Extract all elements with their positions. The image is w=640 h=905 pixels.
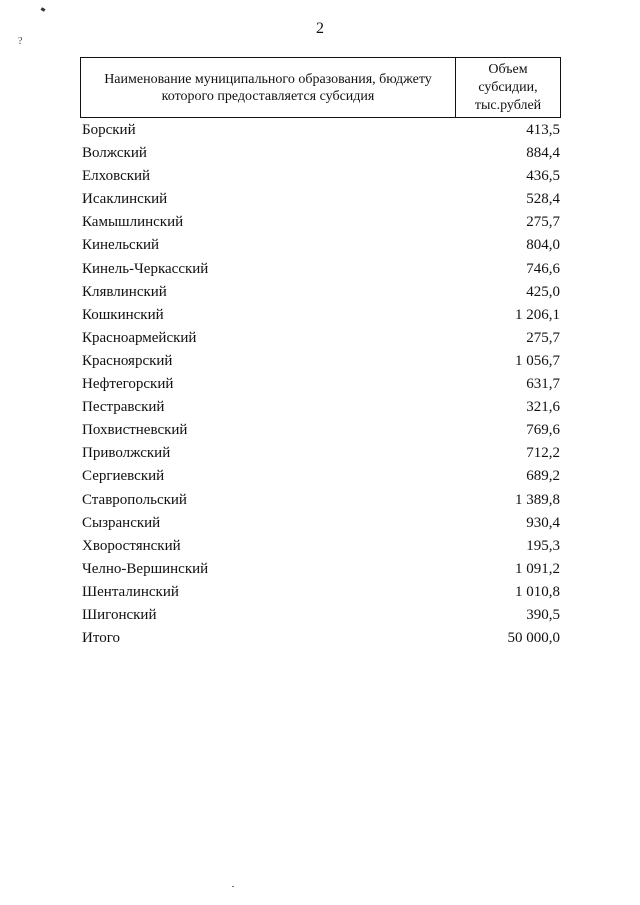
subsidy-amount: 769,6 xyxy=(526,422,560,439)
subsidy-amount: 930,4 xyxy=(526,514,560,531)
subsidy-amount: 275,7 xyxy=(526,214,560,231)
municipality-name: Похвистневский xyxy=(82,422,188,439)
subsidy-amount: 1 091,2 xyxy=(515,560,560,577)
subsidy-amount: 275,7 xyxy=(526,329,560,346)
municipality-name: Пестравский xyxy=(82,399,165,416)
municipality-name: Клявлинский xyxy=(82,283,167,300)
subsidy-amount: 631,7 xyxy=(526,376,560,393)
table-row xyxy=(82,305,560,328)
total-row xyxy=(82,628,560,651)
municipality-name: Сызранский xyxy=(82,514,161,531)
table-row xyxy=(82,166,560,189)
subsidy-amount: 425,0 xyxy=(526,283,560,300)
table-row xyxy=(82,582,560,605)
subsidy-amount: 1 010,8 xyxy=(515,583,560,600)
column-header-subsidy-amount: Объем субсидии, тыс.рублей xyxy=(474,61,542,113)
municipality-name: Волжский xyxy=(82,145,147,162)
subsidy-amount: 1 056,7 xyxy=(515,352,560,369)
subsidy-amount: 804,0 xyxy=(526,237,560,254)
scan-speck xyxy=(41,7,46,12)
table-row xyxy=(82,282,560,305)
municipality-name: Камышлинский xyxy=(82,214,184,231)
subsidy-amount: 390,5 xyxy=(526,606,560,623)
table-row xyxy=(82,605,560,628)
municipality-name: Елховский xyxy=(82,168,151,185)
municipality-name: Приволжский xyxy=(82,445,171,462)
table-row xyxy=(82,443,560,466)
table-header xyxy=(80,57,561,118)
municipality-name: Ставропольский xyxy=(82,491,187,508)
table-row xyxy=(82,351,560,374)
municipality-name: Шигонский xyxy=(82,606,157,623)
table-row xyxy=(82,212,560,235)
table-row xyxy=(82,120,560,143)
subsidy-amount: 195,3 xyxy=(526,537,560,554)
municipality-name: Кинель-Черкасский xyxy=(82,260,209,277)
table-row xyxy=(82,559,560,582)
subsidy-amount: 1 206,1 xyxy=(515,306,560,323)
subsidy-amount: 50 000,0 xyxy=(507,630,560,647)
municipality-name: Исаклинский xyxy=(82,191,168,208)
municipality-name: Шенталинский xyxy=(82,583,179,600)
subsidy-amount: 413,5 xyxy=(526,122,560,138)
municipality-name: Кошкинский xyxy=(82,306,164,323)
table-row xyxy=(82,536,560,559)
municipality-name: Хворостянский xyxy=(82,537,181,554)
municipality-name: Кинельский xyxy=(82,237,160,254)
table-row xyxy=(82,143,560,166)
subsidy-amount: 712,2 xyxy=(526,445,560,462)
municipality-name: Челно-Вершинский xyxy=(82,560,209,577)
table-row xyxy=(82,490,560,513)
column-header-municipality: Наименование муниципального образования, бюджету которого предоставляется субсидия xyxy=(81,58,456,117)
municipality-name: Красноярский xyxy=(82,352,173,369)
subsidy-amount: 884,4 xyxy=(526,145,560,162)
subsidy-amount: 436,5 xyxy=(526,168,560,185)
scan-mark: ? xyxy=(18,36,23,47)
municipality-name: Борский xyxy=(82,122,136,138)
municipality-name: Итого xyxy=(82,630,120,647)
table-row xyxy=(82,397,560,420)
subsidy-amount: 746,6 xyxy=(526,260,560,277)
table-row xyxy=(82,420,560,443)
subsidy-amount: 689,2 xyxy=(526,468,560,485)
table-row xyxy=(82,374,560,397)
table-row xyxy=(82,513,560,536)
table-row xyxy=(82,328,560,351)
subsidy-amount: 528,4 xyxy=(526,191,560,208)
table-row xyxy=(82,259,560,282)
municipality-name: Сергиевский xyxy=(82,468,165,485)
table-row xyxy=(82,189,560,212)
subsidy-amount: 321,6 xyxy=(526,399,560,416)
table-row xyxy=(82,466,560,489)
page-number: 2 xyxy=(316,20,324,37)
scan-dot xyxy=(232,886,234,887)
subsidy-amount: 1 389,8 xyxy=(515,491,560,508)
municipality-name: Красноармейский xyxy=(82,329,197,346)
table-row xyxy=(82,235,560,258)
table-body xyxy=(82,120,560,651)
municipality-name: Нефтегорский xyxy=(82,376,174,393)
